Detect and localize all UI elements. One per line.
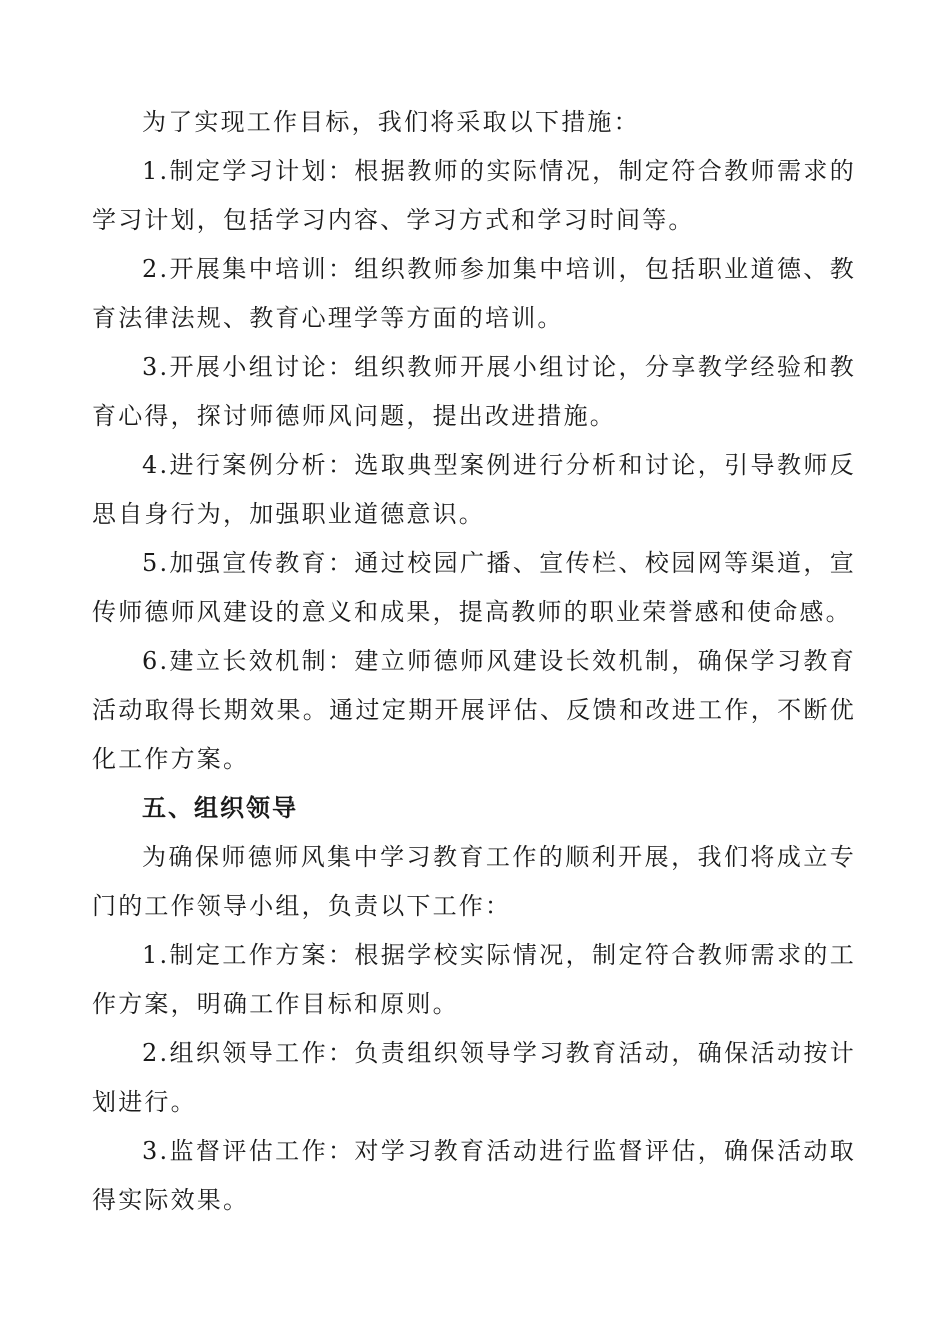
duty-2: 2.组织领导工作：负责组织领导学习教育活动，确保活动按计划进行。 (92, 1039, 856, 1116)
organization-intro: 为确保师德师风集中学习教育工作的顺利开展，我们将成立专门的工作领导小组，负责以下工作： (92, 843, 856, 920)
measure-3: 3.开展小组讨论：组织教师开展小组讨论，分享教学经验和教育心得，探讨师德师风问题，提出改进措施。 (92, 353, 856, 430)
section-heading-organization: 五、组织领导 (142, 794, 298, 822)
document-page (92, 98, 856, 1225)
measure-2: 2.开展集中培训：组织教师参加集中培训，包括职业道德、教育法律法规、教育心理学等方面的培训。 (92, 255, 856, 332)
duty-1: 1.制定工作方案：根据学校实际情况，制定符合教师需求的工作方案，明确工作目标和原则。 (92, 941, 856, 1018)
measure-4: 4.进行案例分析：选取典型案例进行分析和讨论，引导教师反思自身行为，加强职业道德意识。 (92, 451, 856, 528)
intro-paragraph: 为了实现工作目标，我们将采取以下措施： (142, 108, 640, 136)
duty-3: 3.监督评估工作：对学习教育活动进行监督评估，确保活动取得实际效果。 (92, 1137, 856, 1214)
measure-5: 5.加强宣传教育：通过校园广播、宣传栏、校园网等渠道，宣传师德师风建设的意义和成果，提高教师的职业荣誉感和使命感。 (92, 549, 856, 626)
measure-1: 1.制定学习计划：根据教师的实际情况，制定符合教师需求的学习计划，包括学习内容、学习方式和学习时间等。 (92, 157, 856, 234)
measure-6: 6.建立长效机制：建立师德师风建设长效机制，确保学习教育活动取得长期效果。通过定期开展评估、反馈和改进工作，不断优化工作方案。 (92, 647, 856, 773)
